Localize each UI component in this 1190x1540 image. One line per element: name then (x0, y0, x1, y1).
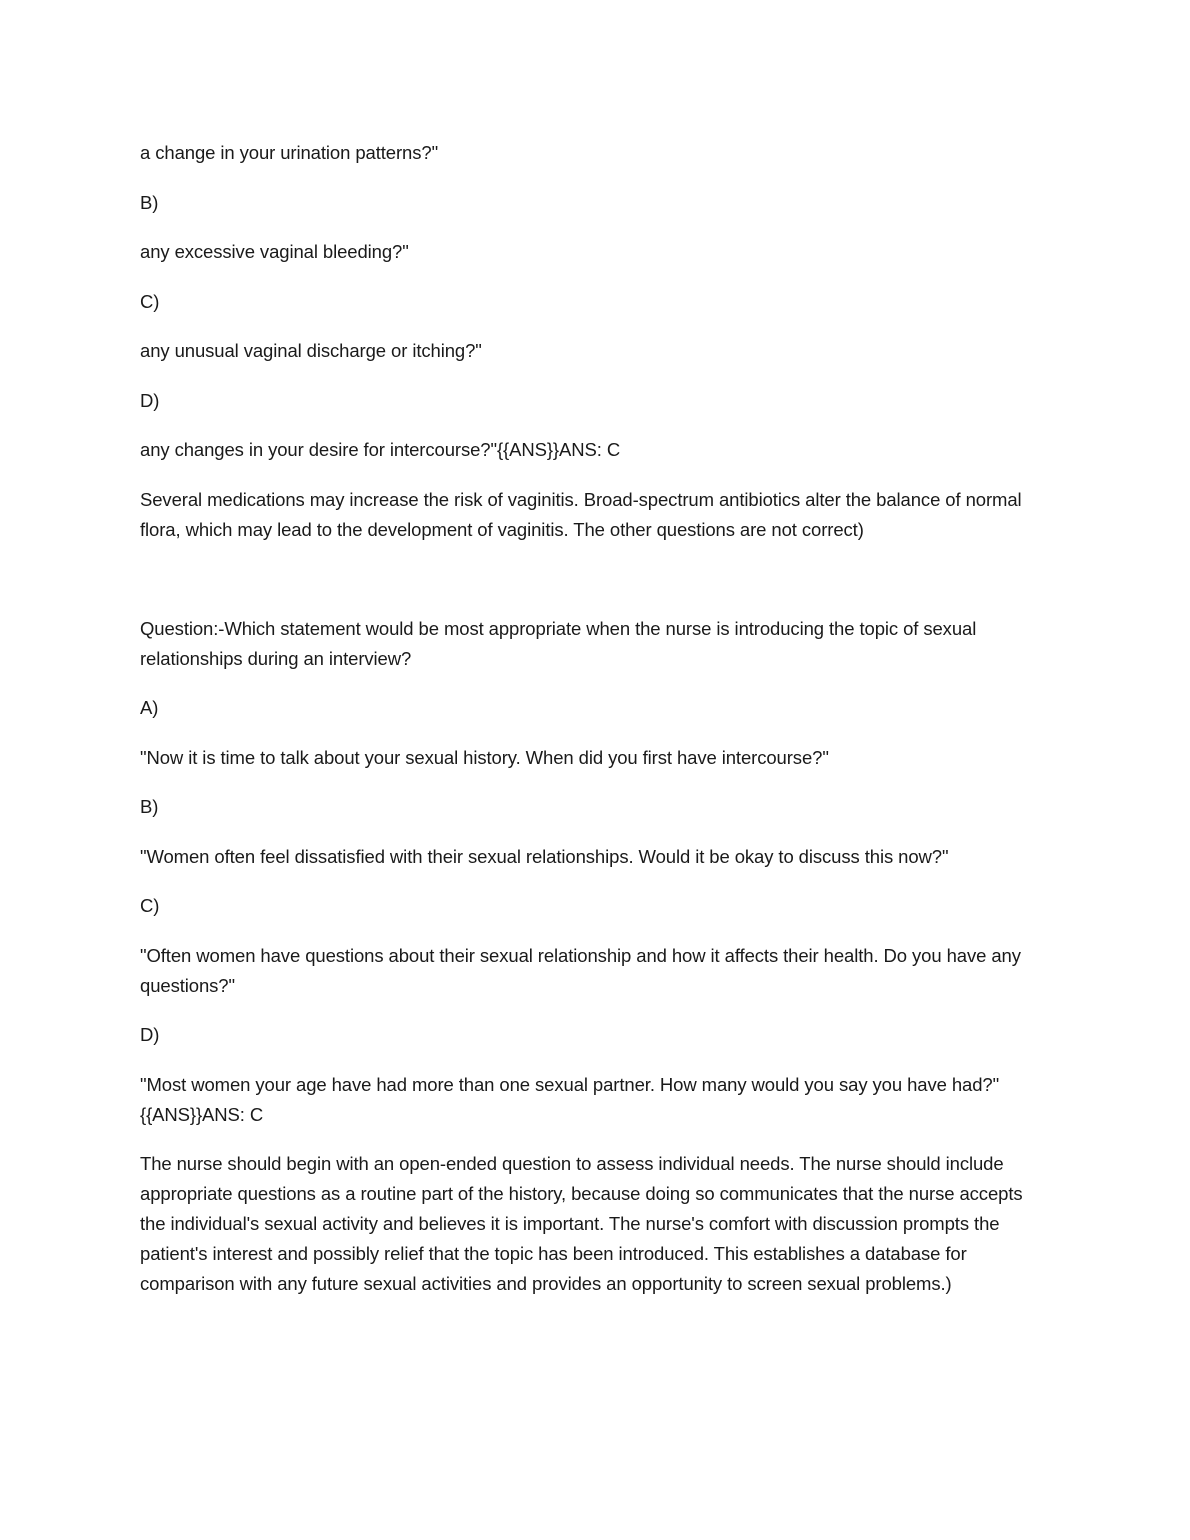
answer-option-text-with-key: any changes in your desire for intercourse?"{{ANS}}ANS: C (140, 439, 621, 460)
answer-option-text: any unusual vaginal discharge or itching?" (140, 340, 482, 361)
answer-option-text: "Now it is time to talk about your sexual history. When did you first have intercourse?" (140, 746, 829, 768)
answer-option-text: a change in your urination patterns?" (140, 142, 439, 163)
answer-option-text: "Often women have questions about their sexual relationship and how it affects their health. Do you have any questions?" (140, 944, 1021, 996)
answer-option-text: "Women often feel dissatisfied with their sexual relationships. Would it be okay to discuss this now?" (140, 845, 949, 867)
option-label-a: A) (140, 697, 159, 718)
option-label-b: B) (140, 191, 159, 213)
rationale-paragraph: The nurse should begin with an open-ended question to assess individual needs. The nurse should include appropriate questions as a routine part of the history, because doing so communicates that the nurse accepts the individual's sexual activity and believes it is important. The nurse's comfort with discussion prompts the patient's interest and possibly relief that the topic has been introduced. This establishes a database for comparison with any future sexual activities and provides an opportunity to screen sexual problems.) (140, 1153, 1023, 1294)
option-label-b: B) (140, 796, 159, 817)
option-label-c: C) (140, 895, 160, 916)
question-stem: Question:-Which statement would be most appropriate when the nurse is introducing the topic of sexual relationships during an interview? (140, 617, 977, 669)
document-body (140, 138, 1045, 1319)
option-label-d: D) (140, 1024, 160, 1045)
answer-option-text: any excessive vaginal bleeding?" (140, 241, 409, 262)
option-label-c: C) (140, 290, 160, 312)
answer-option-text-with-key: "Most women your age have had more than one sexual partner. How many would you say you have had?"{{ANS}}ANS: C (140, 1073, 1000, 1125)
option-label-d: D) (140, 389, 160, 411)
rationale-paragraph: Several medications may increase the risk of vaginitis. Broad-spectrum antibiotics alter the balance of normal flora, which may lead to the development of vaginitis. The other questions are not correct) (140, 488, 1022, 540)
